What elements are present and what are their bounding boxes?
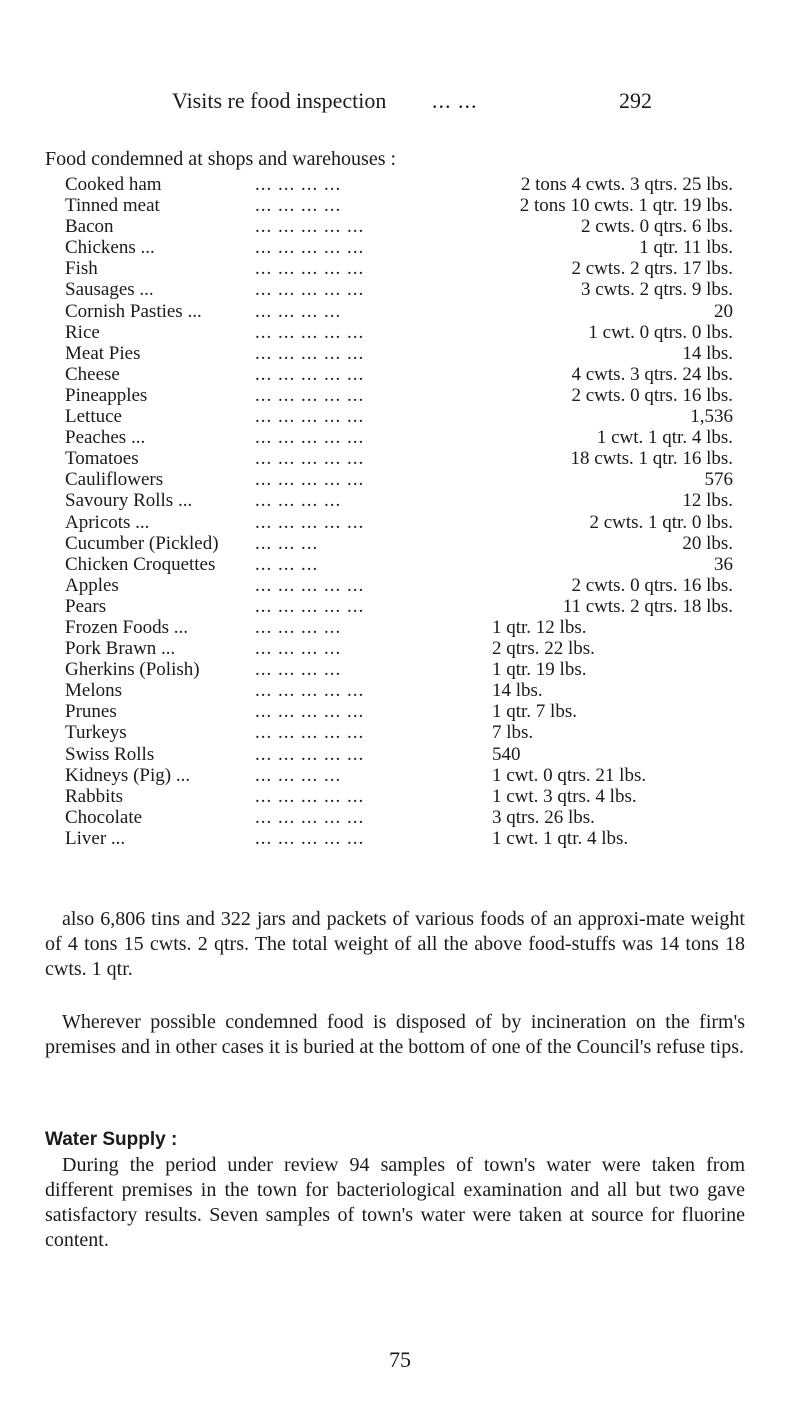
dot-leaders: ... ... ... ... ... [255,279,365,301]
food-name: Bacon [65,216,114,238]
food-quantity: 1 qtr. 11 lbs. [639,237,733,259]
list-item [65,596,745,617]
list-item [65,322,745,343]
list-item [65,680,745,701]
list-item [65,659,745,680]
dot-leaders: ... ... ... ... ... [255,384,365,406]
list-item [65,427,745,448]
food-name: Rabbits [65,785,124,807]
food-quantity: 3 qtrs. 26 lbs. [492,806,595,828]
dot-leaders: ... ... ... ... ... [255,342,365,364]
list-item [65,554,745,575]
food-quantity: 2 cwts. 1 qtr. 0 lbs. [589,511,733,533]
dot-leaders: ... ... ... ... ... [255,827,365,849]
list-item [65,279,745,300]
food-name: Tomatoes [65,448,139,470]
food-quantity: 36 [714,553,733,575]
dot-leaders: ... ... ... ... ... [255,595,365,617]
food-name: Meat Pies [65,342,141,364]
food-name: Gherkins (Polish) [65,659,200,681]
food-quantity: 7 lbs. [492,722,534,744]
food-quantity: 1 cwt. 3 qtrs. 4 lbs. [492,785,637,807]
food-quantity: 1,536 [690,406,733,428]
food-name: Cauliflowers [65,469,164,491]
food-quantity: 4 cwts. 3 qtrs. 24 lbs. [571,363,733,385]
food-name: Tinned meat [65,195,160,217]
dot-leaders: ... ... ... ... ... [255,806,365,828]
list-item [65,722,745,743]
list-item [65,828,745,849]
dot-leaders: ... ... ... ... ... [255,469,365,491]
food-quantity: 2 cwts. 0 qtrs. 16 lbs. [571,384,733,406]
food-name: Liver ... [65,827,126,849]
list-item [65,638,745,659]
header-title: Visits re food inspection [172,88,387,113]
food-quantity: 18 cwts. 1 qtr. 16 lbs. [570,448,733,470]
list-item [65,701,745,722]
food-quantity: 2 cwts. 0 qtrs. 6 lbs. [581,216,733,238]
dot-leaders: ... ... ... ... [255,174,342,195]
food-name: Frozen Foods ... [65,616,188,638]
dot-leaders: ... ... ... ... [255,764,342,786]
food-quantity: 2 tons 10 cwts. 1 qtr. 19 lbs. [519,195,733,217]
food-quantity: 576 [704,469,733,491]
list-item [65,533,745,554]
food-name: Lettuce [65,406,122,428]
food-name: Sausages ... [65,279,154,301]
food-quantity: 1 qtr. 7 lbs. [492,701,577,723]
dot-leaders: ... ... ... ... [255,300,342,322]
dot-leaders: ... ... ... ... ... [255,574,365,596]
food-name: Peaches ... [65,427,146,449]
list-item [65,469,745,490]
dot-leaders: ... ... ... ... ... [255,258,365,280]
dot-leaders: ... ... ... ... ... [255,511,365,533]
food-quantity: 540 [492,743,521,765]
food-name: Cheese [65,363,120,385]
paragraph-total-weight: also 6,806 tins and 322 jars and packets of various foods of an approxi-mate weight of 4 tons 15 cwts. 2 qtrs. The total weight of all the above food-stuffs was 14 tons 18 cwts. 1 qtr. [45,908,745,980]
food-name: Savoury Rolls ... [65,490,193,512]
food-name: Kidneys (Pig) ... [65,764,191,786]
dot-leaders: ... ... ... ... ... [255,785,365,807]
food-quantity: 20 [714,300,733,322]
food-name: Swiss Rolls [65,743,155,765]
food-quantity: 1 cwt. 1 qtr. 4 lbs. [492,827,629,849]
food-name: Fish [65,258,98,280]
food-quantity: 2 cwts. 0 qtrs. 16 lbs. [571,574,733,596]
food-quantity: 20 lbs. [682,532,733,554]
dot-leaders: ... ... ... ... ... [255,743,365,765]
dot-leaders: ... ... ... ... ... [255,321,365,343]
food-quantity: 14 lbs. [682,342,733,364]
food-quantity: 11 cwts. 2 qtrs. 18 lbs. [562,595,733,617]
water-supply-heading: Water Supply : [45,1129,178,1150]
running-header [172,88,652,118]
header-page-ref: 292 [619,88,652,113]
dot-leaders: ... ... ... ... ... [255,680,365,702]
list-item [65,343,745,364]
list-item [65,807,745,828]
food-name: Cooked ham [65,174,162,195]
food-name: Apples [65,574,119,596]
dot-leaders: ... ... ... ... ... [255,701,365,723]
food-quantity: 14 lbs. [492,680,543,702]
dot-leaders: ... ... ... ... [255,616,342,638]
food-name: Turkeys [65,722,127,744]
dot-leaders: ... ... ... [255,553,319,575]
food-name: Chocolate [65,806,143,828]
list-item [65,512,745,533]
section-heading: Food condemned at shops and warehouses : [45,148,397,170]
food-quantity: 1 qtr. 12 lbs. [492,616,587,638]
list-item [65,448,745,469]
food-name: Chicken Croquettes [65,553,216,575]
list-item [65,301,745,322]
list-item [65,195,745,216]
list-item [65,617,745,638]
dot-leaders: ... ... ... ... ... [255,406,365,428]
dot-leaders: ... ... ... ... [255,659,342,681]
list-item [65,575,745,596]
food-quantity: 12 lbs. [682,490,733,512]
food-name: Rice [65,321,100,343]
dot-leaders: ... ... ... ... [255,195,342,217]
list-item [65,216,745,237]
food-name: Chickens ... [65,237,155,259]
list-item [65,174,745,195]
dot-leaders: ... ... ... ... ... [255,363,365,385]
list-item [65,237,745,258]
dot-leaders: ... ... ... [255,532,319,554]
dot-leaders: ... ... ... ... ... [255,237,365,259]
list-item [65,490,745,511]
list-item [65,765,745,786]
food-name: Cornish Pasties ... [65,300,202,322]
food-name: Melons [65,680,122,702]
dot-leaders: ... ... ... ... ... [255,448,365,470]
food-name: Prunes [65,701,117,723]
food-quantity: 1 cwt. 0 qtrs. 21 lbs. [492,764,647,786]
dot-leaders: ... ... ... ... [255,638,342,660]
food-name: Pineapples [65,384,148,406]
paragraph-disposal: Wherever possible condemned food is disposed of by incineration on the firm's premises and in other cases it is buried at the bottom of one of the Council's refuse tips. [45,1011,745,1058]
food-quantity: 3 cwts. 2 qtrs. 9 lbs. [581,279,733,301]
food-quantity: 2 tons 4 cwts. 3 qtrs. 25 lbs. [520,174,733,195]
dot-leaders: ... ... ... ... ... [255,427,365,449]
list-item [65,406,745,427]
list-item [65,786,745,807]
paragraph-water-samples: During the period under review 94 samples of town's water were taken from different premises in the town for bacteriological examination and all but two gave satisfactory results. Seven samples of town's water were taken at source for fluorine content. [45,1154,745,1251]
food-name: Cucumber (Pickled) [65,532,219,554]
food-quantity: 1 cwt. 0 qtrs. 0 lbs. [588,321,733,343]
food-quantity: 1 cwt. 1 qtr. 4 lbs. [596,427,733,449]
dot-leaders: ... ... ... ... [255,490,342,512]
header-leaders: ... ... [432,88,478,113]
list-item [65,364,745,385]
list-item [65,258,745,279]
dot-leaders: ... ... ... ... ... [255,722,365,744]
food-quantity: 2 qtrs. 22 lbs. [492,638,595,660]
food-quantity: 1 qtr. 19 lbs. [492,659,587,681]
page-number: 75 [389,1347,411,1372]
list-item [65,744,745,765]
food-name: Pears [65,595,107,617]
food-quantity: 2 cwts. 2 qtrs. 17 lbs. [571,258,733,280]
list-item [65,385,745,406]
condemned-food-list [65,174,745,849]
dot-leaders: ... ... ... ... ... [255,216,365,238]
food-name: Apricots ... [65,511,150,533]
food-name: Pork Brawn ... [65,638,176,660]
